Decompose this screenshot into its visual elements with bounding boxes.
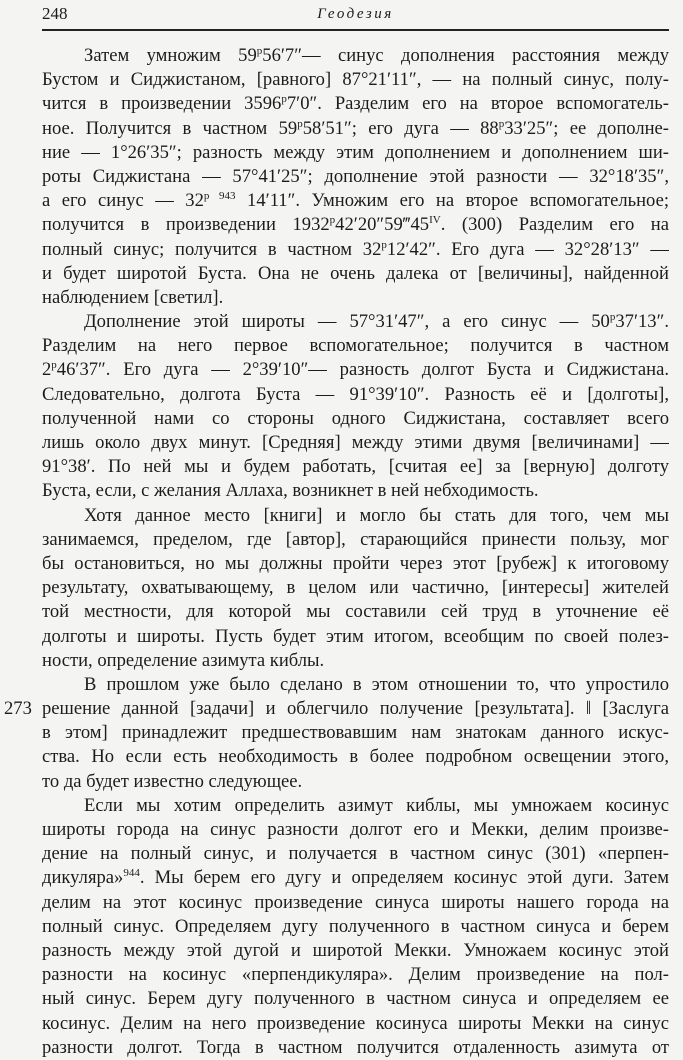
text-line: и будет широтой Буста. Она не очень далека от [величины], найденной: [42, 262, 669, 284]
text-line: полный синус. Определяем дугу полученного в частном синуса и берем: [42, 915, 669, 937]
text-line: полученной нами со стороны одного Сиджистана, составляет всего: [42, 407, 669, 429]
text-line: наблюдением [светил].: [42, 286, 224, 308]
text-line: косинус. Делим на него произведение косинуса широты Мекки на синус: [42, 1012, 669, 1034]
text-line: широты города на синус разности долгот его и Мекки, делим произве-: [42, 819, 669, 840]
text-line: делим на этот косинус произведение синуса широты нашего города на: [42, 891, 669, 913]
text-line: долготы и широты. Пусть будет этим итогом, всеобщим по своей полез-: [42, 625, 669, 647]
text-line: результату, охватывающему, в целом или частично, [интересы] жителей: [42, 577, 669, 599]
text-line: получится в произведении $1932^p42'20''59‴45^{IV}$. (300) Разделим его на: [42, 214, 669, 236]
text-line: занимаемся, пределом, где [автор], старающийся принести пользу, мог: [42, 528, 669, 550]
text-line: ние — 1°26′35″; разность между этим дополнением и дополнением ши-: [42, 141, 669, 163]
text-line: а его синус — $32^{p 943}$ 14′11″. Умножим его на второе вспомогательное;: [42, 190, 669, 212]
running-head: [42, 4, 669, 30]
running-title: Геодезия: [317, 6, 394, 22]
text-line: полный синус; получится в частном 32$^p$12′42″. Его дуга — 32°28′13″ —: [42, 238, 669, 260]
text-line: Разделим на него первое вспомогательное; получится в частном: [42, 335, 669, 357]
text-line: 2$^p$46′37″. Его дуга — 2°39′10″— разность долгот Буста и Сиджистана.: [42, 359, 669, 381]
text-line: лишь около двух минут. [Средняя] между этими двумя [величинами] —: [42, 432, 669, 453]
text-line: Хотя данное место [книги] и могло бы стать для того, чем мы: [84, 504, 669, 526]
text-line: Если мы хотим определить азимут киблы, мы умножаем косинус: [84, 794, 669, 816]
text-line: ное. Получится в частном 59$^p$58′51″; его дуга — 88$^p$33′25″; ее дополне-: [42, 117, 669, 139]
text-line: в этом] принадлежит предшествовавшим нам знатокам данного искус-: [42, 722, 669, 744]
text-line: Дополнение этой широты — 57°31′47″, а его синус — 50$^p$37′13″.: [84, 311, 669, 333]
text-line: роты Сиджистана — 57°41′25″; дополнение этой разности — 32°18′35″,: [42, 165, 669, 187]
page-number: 248: [42, 4, 68, 23]
body-text: [42, 44, 669, 1060]
text-line: Следовательно, долгота Буста — 91°39′10″. Разность её и [долготы],: [42, 383, 669, 405]
text-line: В прошлом уже было сделано в этом отношении то, что упростило: [84, 673, 669, 695]
text-line: Буста, если, с желания Аллаха, возникнет в ней небходимость.: [42, 480, 539, 502]
text-line: дикуляра»$^{944}$. Мы берем его дугу и определяем косинус этой дуги. Затем: [42, 867, 669, 889]
margin-reference-number: 273: [4, 698, 32, 719]
text-line: разности на косинус «перпендикуляра». Делим произведение на пол-: [42, 964, 669, 986]
header-rule: [42, 29, 669, 31]
text-line: бы остановиться, но мы должны пройти через этот [рубеж] к итоговому: [42, 552, 669, 574]
text-line: ства. Но если есть необходимость в более подробном освещении этого,: [42, 746, 669, 768]
text-line: Затем умножим 59$^p$56′7″— синус дополнения расстояния между: [84, 45, 669, 66]
text-line: Бустом и Сиджистаном, [равного] 87°21′11″, — на полный синус, полу-: [42, 69, 669, 91]
text-line: той местности, для которой мы составили сей труд в уточнение её: [42, 601, 669, 623]
text-line: чится в произведении 3596$^p$7′0″. Разделим его на второе вспомогатель-: [42, 93, 669, 115]
text-line: решение данной [задачи] и облегчило получение [результата]. ‖ [Заслуга: [42, 698, 669, 720]
text-line: разности долгот. Тогда в частном получится отдаленность азимута от: [42, 1036, 669, 1058]
text-line: ности, определение азимута киблы.: [42, 649, 325, 671]
text-line: ный синус. Берем дугу полученного в частном синуса и определяем ее: [42, 988, 669, 1010]
text-line: то да будет известно следующее.: [42, 770, 303, 792]
text-line: разность между этой дугой и широтой Мекки. Умножаем косинус этой: [42, 939, 669, 961]
text-line: 91°38′. По ней мы и будем работать, [считая ее] за [верную] долготу: [42, 456, 669, 478]
text-line: дение на полный синус, и получается в частном синус (301) «перпен-: [42, 843, 669, 865]
